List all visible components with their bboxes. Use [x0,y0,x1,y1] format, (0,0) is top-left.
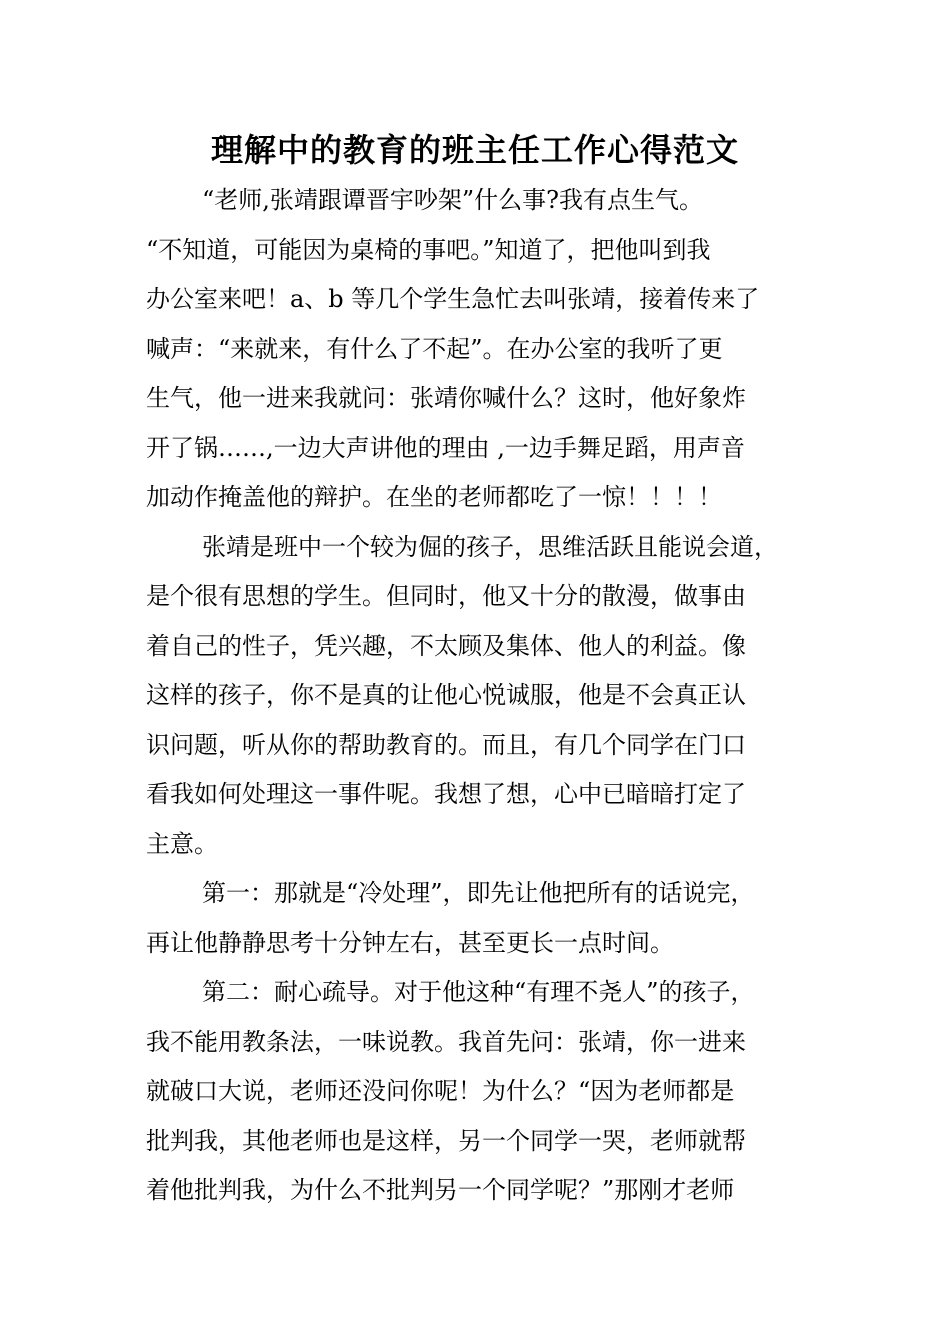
text-line: 我不能用教条法，一味说教。我首先问：张靖，你一进来 [146,1027,746,1056]
text-line: 第一：那就是“冷处理”，即先让他把所有的话说完， [202,879,755,907]
text-line: 识问题，听从你的帮助教育的。而且，有几个同学在门口 [146,730,746,759]
text-line: 加动作掩盖他的辩护。在坐的老师都吃了一惊！！！！ [146,483,722,511]
text-line: 主意。 [146,829,218,858]
text-line: 这样的孩子，你不是真的让他心悦诚服，他是不会真正认 [146,681,746,709]
text-line: 再让他静静思考十分钟左右，甚至更长一点时间。 [146,928,674,957]
text-line: 批判我，其他老师也是这样，另一个同学一哭，老师就帮 [146,1126,746,1155]
text-line: “老师,张靖跟谭晋宇吵架”什么事?我有点生气。 [202,186,704,214]
text-line: 着自己的性子，凭兴趣，不太顾及集体、他人的利益。像 [146,631,746,660]
text-line: 是个很有思想的学生。但同时，他又十分的散漫，做事由 [146,582,746,610]
text-line: 第二：耐心疏导。对于他这种“有理不尧人”的孩子， [202,978,755,1006]
text-line: 喊声：“来就来，有什么了不起”。在办公室的我听了更 [146,334,723,363]
document-title: 理解中的教育的班主任工作心得范文 [210,131,739,169]
text-line: 开了锅……,一边大声讲他的理由 ,一边手舞足蹈，用声音 [146,433,745,462]
text-line: 办公室来吧！a、b 等几个学生急忙去叫张靖，接着传来了 [146,285,760,313]
text-line: 着他批判我，为什么不批判另一个同学呢？”那刚才老师 [146,1176,735,1204]
text-line: “不知道，可能因为桌椅的事吧。”知道了，把他叫到我 [146,235,711,264]
text-line: 就破口大说，老师还没问你呢！为什么？“因为老师都是 [146,1077,735,1105]
document-body [146,176,806,1216]
text-line: 看我如何处理这一事件呢。我想了想，心中已暗暗打定了 [146,780,746,808]
text-line: 张靖是班中一个较为倔的孩子，思维活跃且能说会道， [202,532,778,561]
text-line: 生气，他一进来我就问：张靖你喊什么？这时，他好象炸 [146,384,746,412]
